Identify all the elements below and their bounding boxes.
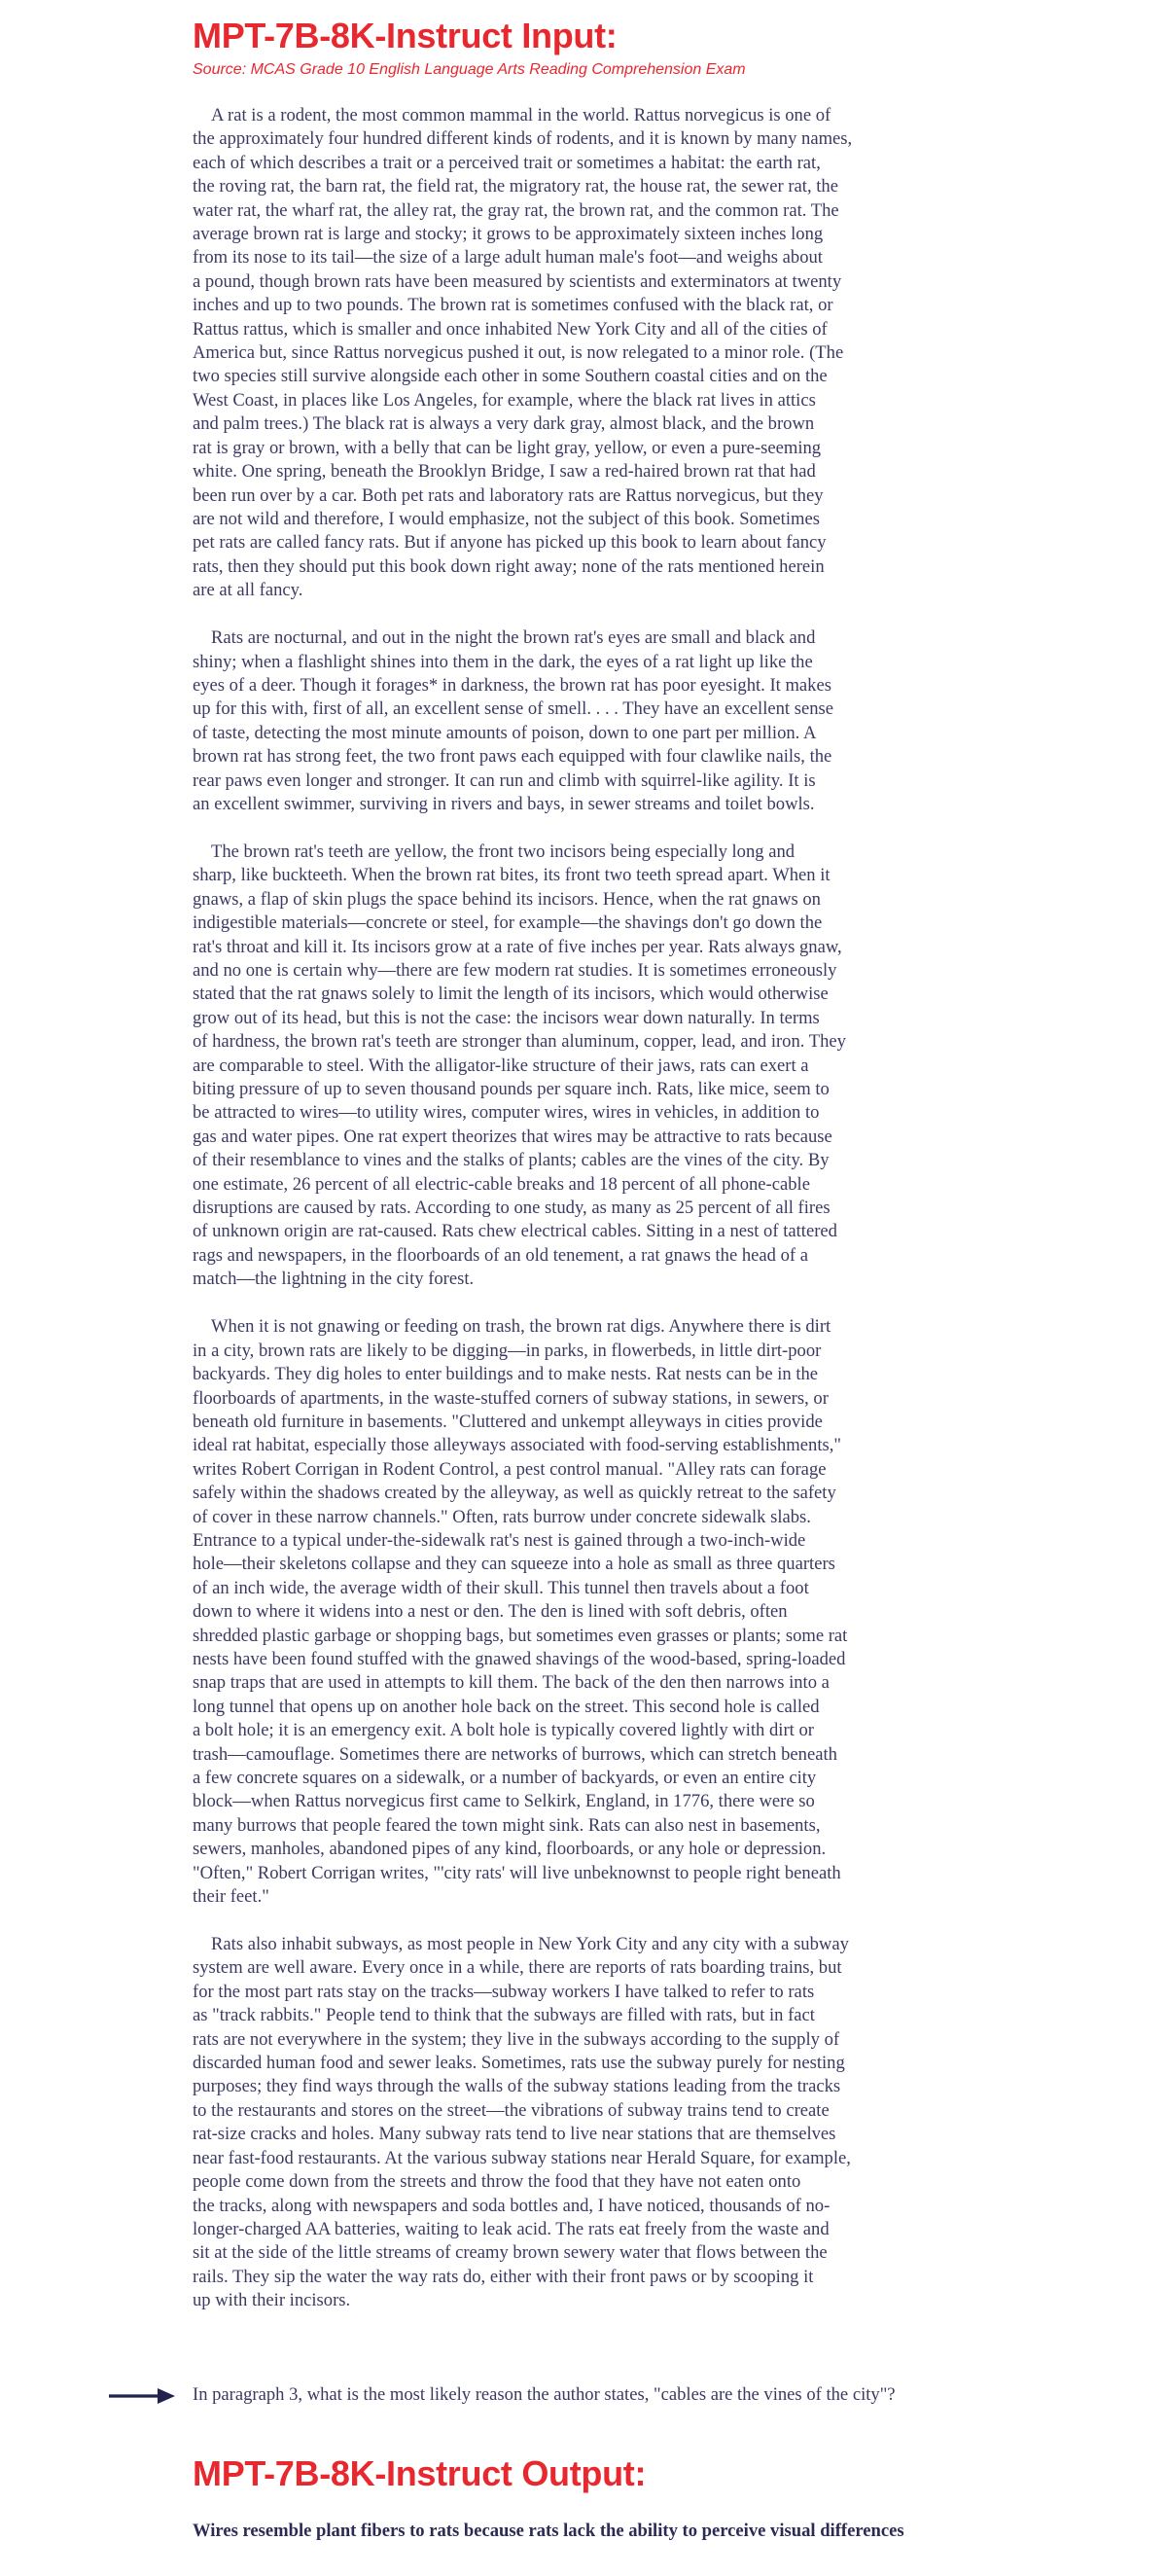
passage-line: brown rat has strong feet, the two front paws each equipped with four clawlike nails, the [193, 746, 832, 768]
passage-line: Rats are nocturnal, and out in the night the brown rat's eyes are small and black and [211, 627, 816, 649]
passage-line: disruptions are caused by rats. According to one study, as many as 25 percent of all fires [193, 1198, 831, 1219]
passage-line: rats, then they should put this book down right away; none of the rats mentioned herein [193, 555, 825, 577]
passage-line: people come down from the streets and throw the food that they have not eaten onto [193, 2171, 801, 2193]
passage-line: When it is not gnawing or feeding on trash, the brown rat digs. Anywhere there is dirt [211, 1316, 831, 1338]
passage-line: rails. They sip the water the way rats do, either with their front paws or by scooping it [193, 2266, 814, 2287]
passage-line: be attracted to wires—to utility wires, computer wires, wires in vehicles, in addition to [193, 1102, 820, 1124]
passage-line: rat's throat and kill it. Its incisors grow at a rate of five inches per year. Rats always gnaw, [193, 936, 842, 957]
passage-line: are at all fancy. [193, 580, 303, 601]
passage-line: safely within the shadows created by the alleyway, as well as quickly retreat to the safety [193, 1483, 836, 1504]
passage-line: to the restaurants and stores on the street—the vibrations of subway trains tend to create [193, 2099, 830, 2121]
passage-line: in a city, brown rats are likely to be digging—in parks, in flowerbeds, in little dirt-poor [193, 1340, 822, 1361]
passage-line: up for this with, first of all, an excellent sense of smell. . . . They have an excellent sense [193, 698, 834, 720]
passage-line: two species still survive alongside each other in some Southern coastal cities and on the [193, 366, 828, 387]
question-row [109, 2382, 1043, 2410]
passage-line: a bolt hole; it is an emergency exit. A bolt hole is typically covered lightly with dirt or [193, 1720, 814, 1741]
passage-line: "Often," Robert Corrigan writes, "'city rats' will live unbeknownst to people right beneath [193, 1862, 841, 1883]
passage-line: Entrance to a typical under-the-sidewalk rat's nest is gained through a two-inch-wide [193, 1529, 806, 1551]
passage-line: Rats also inhabit subways, as most people in New York City and any city with a subway [211, 1934, 849, 1955]
passage-line: and palm trees.) The black rat is always a very dark gray, almost black, and the brown [193, 413, 815, 435]
passage-line: rear paws even longer and stronger. It can run and climb with squirrel-like agility. It is [193, 769, 816, 791]
passage-line: block—when Rattus norvegicus first came to Selkirk, England, in 1776, there were so [193, 1791, 815, 1812]
passage-line: for the most part rats stay on the tracks—subway workers I have talked to refer to rats [193, 1981, 815, 2002]
passage-line: America but, since Rattus norvegicus pushed it out, is now relegated to a minor role. (The [193, 342, 844, 364]
passage-line: average brown rat is large and stocky; it grows to be approximately sixteen inches long [193, 224, 824, 245]
passage-line: stated that the rat gnaws solely to limit the length of its incisors, which would otherwise [193, 984, 829, 1005]
passage-line: long tunnel that opens up on another hole back on the street. This second hole is called [193, 1696, 820, 1717]
passage-line: been run over by a car. Both pet rats and laboratory rats are Rattus norvegicus, but they [193, 484, 824, 506]
passage-line: system are well aware. Every once in a while, there are reports of rats boarding trains, but [193, 1957, 842, 1979]
reading-passage [193, 104, 1048, 2337]
passage-line: their feet." [193, 1886, 269, 1908]
passage-line: sharp, like buckteeth. When the brown rat bites, its front two teeth spread apart. When it [193, 865, 831, 886]
passage-line: rat is gray or brown, with a belly that can be light gray, yellow, or even a pure-seeming [193, 437, 822, 458]
passage-line: down to where it widens into a nest or den. The den is lined with soft debris, often [193, 1601, 788, 1623]
passage-line: of cover in these narrow channels." Often, rats burrow under concrete sidewalk slabs. [193, 1506, 811, 1527]
arrow-right-icon [109, 2386, 177, 2406]
passage-line: of their resemblance to vines and the stalks of plants; cables are the vines of the city. By [193, 1150, 830, 1171]
passage-paragraph-3 [193, 841, 1048, 1292]
passage-line: beneath old furniture in basements. "Cluttered and unkempt alleyways in cities provide [193, 1411, 823, 1432]
passage-line: longer-charged AA batteries, waiting to leak acid. The rats eat freely from the waste and [193, 2218, 830, 2239]
output-section-title: MPT-7B-8K-Instruct Output: [193, 2453, 647, 2493]
passage-line: and no one is certain why—there are few modern rat studies. It is sometimes erroneously [193, 960, 837, 981]
passage-paragraph-2 [193, 626, 1048, 816]
passage-line: near fast-food restaurants. At the various subway stations near Herald Square, for example, [193, 2147, 851, 2168]
passage-line: backyards. They dig holes to enter buildings and to make nests. Rat nests can be in the [193, 1364, 819, 1385]
passage-line: rats are not everywhere in the system; they live in the subways according to the supply of [193, 2028, 840, 2050]
passage-line: the roving rat, the barn rat, the field rat, the migratory rat, the house rat, the sewer rat, the [193, 176, 838, 197]
passage-line: as "track rabbits." People tend to think that the subways are filled with rats, but in fact [193, 2005, 815, 2026]
passage-line: rags and newspapers, in the floorboards of an old tenement, a rat gnaws the head of a [193, 1244, 809, 1266]
passage-line: inches and up to two pounds. The brown rat is sometimes confused with the black rat, or [193, 295, 833, 316]
passage-paragraph-4 [193, 1315, 1048, 1909]
passage-line: sit at the side of the little streams of creamy brown sewery water that flows between the [193, 2242, 828, 2264]
passage-line: floorboards of apartments, in the waste-stuffed corners of subway stations, in sewers, or [193, 1387, 829, 1409]
passage-line: discarded human food and sewer leaks. Sometimes, rats use the subway purely for nesting [193, 2053, 845, 2074]
passage-line: nests have been found stuffed with the gnawed shavings of the wood-based, spring-loaded [193, 1648, 846, 1669]
passage-line: The brown rat's teeth are yellow, the front two incisors being especially long and [211, 841, 796, 862]
passage-line: one estimate, 26 percent of all electric-cable breaks and 18 percent of all phone-cable [193, 1173, 810, 1195]
passage-line: the approximately four hundred different kinds of rodents, and it is known by many names, [193, 128, 853, 150]
question-text: In paragraph 3, what is the most likely reason the author states, "cables are the vines of the city"? [193, 2384, 896, 2405]
passage-line: biting pressure of up to seven thousand pounds per square inch. Rats, like mice, seem to [193, 1079, 830, 1100]
passage-line: gnaws, a flap of skin plugs the space behind its incisors. Hence, when the rat gnaws on [193, 888, 821, 910]
passage-line: from its nose to its tail—the size of a large adult human male's foot—and weighs about [193, 247, 823, 268]
passage-line: rat-size cracks and holes. Many subway rats tend to live near stations that are themselves [193, 2124, 836, 2145]
passage-line: of taste, detecting the most minute amounts of poison, down to one part per million. A [193, 722, 817, 743]
passage-line: of an inch wide, the average width of their skull. This tunnel then travels about a foot [193, 1577, 809, 1598]
passage-line: Rattus rattus, which is smaller and once inhabited New York City and all of the cities of [193, 318, 828, 340]
passage-line: A rat is a rodent, the most common mammal in the world. Rattus norvegicus is one of [211, 105, 831, 125]
passage-line: shiny; when a flashlight shines into them in the dark, the eyes of a rat light up like the [193, 651, 813, 672]
passage-line: of unknown origin are rat-caused. Rats chew electrical cables. Sitting in a nest of tattered [193, 1221, 837, 1242]
input-section-title: MPT-7B-8K-Instruct Input: [193, 16, 618, 55]
passage-line: many burrows that people feared the town might sink. Rats can also nest in basements, [193, 1814, 821, 1836]
passage-line: shredded plastic garbage or shopping bags, but sometimes even grasses or plants; some rat [193, 1625, 848, 1646]
passage-line: of hardness, the brown rat's teeth are stronger than aluminum, copper, lead, and iron. They [193, 1031, 846, 1053]
passage-line: ideal rat habitat, especially those alleyways associated with food-serving establishments," [193, 1435, 841, 1456]
model-answer: Wires resemble plant fibers to rats because rats lack the ability to perceive visual differences [193, 2521, 904, 2541]
passage-line: gas and water pipes. One rat expert theorizes that wires may be attractive to rats because [193, 1126, 832, 1147]
passage-line: a few concrete squares on a sidewalk, or a number of backyards, or even an entire city [193, 1768, 817, 1788]
passage-line: match—the lightning in the city forest. [193, 1269, 475, 1290]
passage-paragraph-5 [193, 1933, 1048, 2313]
passage-paragraph-1 [193, 104, 1048, 603]
passage-line: an excellent swimmer, surviving in rivers and bays, in sewer streams and toilet bowls. [193, 793, 815, 814]
passage-line: grow out of its head, but this is not the case: the incisors wear down naturally. In terms [193, 1007, 820, 1028]
passage-line: pet rats are called fancy rats. But if anyone has picked up this book to learn about fancy [193, 532, 827, 554]
passage-line: writes Robert Corrigan in Rodent Control, a pest control manual. "Alley rats can forage [193, 1458, 827, 1480]
passage-line: a pound, though brown rats have been measured by scientists and exterminators at twenty [193, 270, 842, 292]
passage-line: sewers, manholes, abandoned pipes of any kind, floorboards, or any hole or depression. [193, 1839, 827, 1860]
passage-line: trash—camouflage. Sometimes there are networks of burrows, which can stretch beneath [193, 1743, 837, 1765]
passage-line: water rat, the wharf rat, the alley rat, the gray rat, the brown rat, and the common rat. The [193, 199, 839, 221]
passage-line: are comparable to steel. With the alligator-like structure of their jaws, rats can exert a [193, 1055, 809, 1076]
passage-line: each of which describes a trait or a perceived trait or sometimes a habitat: the earth rat, [193, 152, 821, 173]
passage-line: are not wild and therefore, I would emphasize, not the subject of this book. Sometimes [193, 508, 820, 529]
passage-line: white. One spring, beneath the Brooklyn Bridge, I saw a red-haired brown rat that had [193, 461, 816, 483]
passage-line: the tracks, along with newspapers and soda bottles and, I have noticed, thousands of no- [193, 2195, 831, 2216]
passage-line: snap traps that are used in attempts to kill them. The back of the den then narrows into a [193, 1672, 830, 1694]
passage-line: eyes of a deer. Though it forages* in darkness, the brown rat has poor eyesight. It makes [193, 674, 831, 696]
passage-line: up with their incisors. [193, 2290, 351, 2311]
passage-line: purposes; they find ways through the walls of the subway stations leading from the tracks [193, 2076, 841, 2097]
source-caption: Source: MCAS Grade 10 English Language Arts Reading Comprehension Exam [193, 61, 746, 78]
passage-line: hole—their skeletons collapse and they can squeeze into a hole as small as three quarters [193, 1554, 835, 1575]
passage-line: indigestible materials—concrete or steel, for example—the shavings don't go down the [193, 912, 823, 934]
passage-line: West Coast, in places like Los Angeles, for example, where the black rat lives in attics [193, 389, 816, 411]
